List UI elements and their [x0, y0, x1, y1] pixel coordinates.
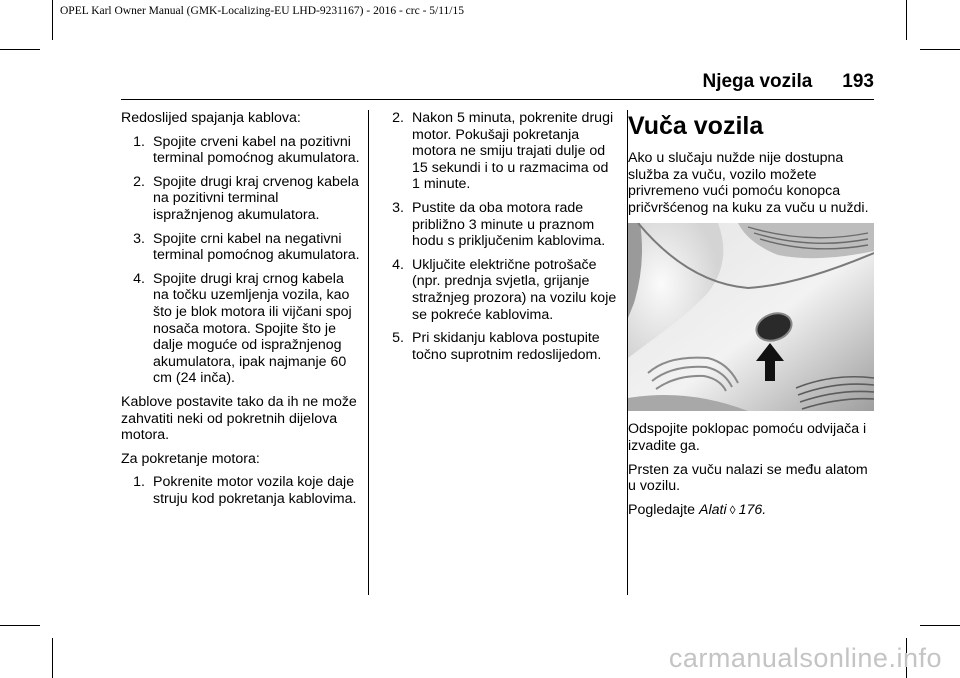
step-number: 4.: [133, 270, 145, 287]
engine-start-steps-continued: [389, 110, 619, 363]
header-rule: [121, 99, 874, 100]
engine-start-steps-list: [121, 474, 361, 507]
watermark: carmanualsonline.info: [668, 643, 942, 673]
crop-mark: [52, 638, 53, 678]
cover-removal-caption: Odspojite poklopac pomoću odvijača i izvadite ga.: [628, 421, 867, 454]
document-info-header: OPEL Karl Owner Manual (GMK-Localizing-EU LHD-9231167) - 2016 - crc - 5/11/15: [60, 5, 464, 17]
step-text: Spojite drugi kraj crvenog kabela na pozitivni terminal ispražnjenog akumulatora.: [153, 173, 359, 223]
section-heading: Vuča vozila: [628, 112, 764, 140]
list-item: [121, 134, 361, 167]
section-title: Njega vozila: [702, 71, 813, 92]
step-text: Spojite drugi kraj crnog kabela na točku uzemljenja vozila, kao što je blok motora ili vijčani spoj nosača motora. Spojite što je dalje moguće od ispražnjenog akumulatora, ipak najmanje 60 cm (24 inča).: [153, 270, 352, 387]
page-reference-icon: ◊: [729, 502, 736, 517]
towing-intro: Ako u slučaju nužde nije dostupna služba za vuču, vozilo možete privremeno vući pomoću konopca pričvršćenog na kuku za vuču u nuždi.: [628, 150, 869, 216]
column-1: [121, 110, 361, 514]
cable-placement-paragraph: Kablove postavite tako da ih ne može zahvatiti neki od pokretnih dijelova motora.: [121, 393, 357, 444]
crop-mark: [920, 49, 960, 50]
crop-mark: [0, 49, 40, 50]
list-item: [121, 474, 361, 507]
tools-reference-link[interactable]: Alati: [699, 501, 727, 518]
column-3: [628, 110, 878, 525]
step-number: 1.: [133, 474, 145, 491]
list-item: [389, 257, 619, 323]
list-item: [389, 110, 619, 193]
step-number: 2.: [133, 173, 145, 190]
running-head: [702, 71, 874, 93]
step-number: 3.: [133, 230, 145, 247]
step-text: Pri skidanju kablova postupite točno suprotnim redoslijedom.: [412, 330, 602, 363]
connection-steps-list: [121, 134, 361, 387]
engine-start-intro: Za pokretanje motora:: [121, 450, 260, 467]
tow-ring-location: Prsten za vuču nalazi se među alatom u vozilu.: [628, 461, 868, 495]
step-number: 2.: [392, 110, 404, 126]
list-item: [389, 330, 619, 363]
crop-mark: [906, 0, 907, 40]
step-text: Pustite da oba motora rade približno 3 minute u praznom hodu s priključenim kablovima.: [412, 199, 606, 250]
reference-prefix: Pogledajte: [628, 501, 696, 518]
step-number: 3.: [392, 199, 404, 216]
step-number: 4.: [392, 256, 404, 273]
step-text: Spojite crveni kabel na pozitivni terminal pomoćnog akumulatora.: [153, 133, 360, 167]
step-text: Spojite crni kabel na negativni terminal pomoćnog akumulatora.: [153, 230, 360, 264]
crop-mark: [920, 625, 960, 626]
step-number: 5.: [392, 330, 404, 347]
crop-mark: [0, 625, 40, 626]
page-number: 193: [842, 71, 874, 92]
list-item: [389, 200, 619, 250]
column-2: [389, 110, 619, 370]
tow-eye-cover-photo: [628, 223, 874, 411]
step-text: Uključite električne potrošače (npr. prednja svjetla, grijanje stražnjeg prozora) na vozilu koje se pokreće kablovima.: [412, 256, 617, 323]
crop-mark: [52, 0, 53, 40]
reference-page: 176.: [738, 501, 767, 518]
step-number: 1.: [133, 133, 145, 150]
cross-reference: [628, 502, 878, 519]
column-divider: [368, 110, 369, 595]
step-text: Nakon 5 minuta, pokrenite drugi motor. Pokušaji pokretanja motora ne smiju trajati dulje od 15 sekundi i to u razmacima od 1 minute.: [412, 110, 614, 193]
connection-order-intro: Redoslijed spajanja kablova:: [121, 110, 301, 126]
list-item: [121, 231, 361, 264]
list-item: [121, 174, 361, 224]
step-text: Pokrenite motor vozila koje daje struju kod pokretanja kablovima.: [153, 474, 357, 507]
list-item: [121, 271, 361, 387]
